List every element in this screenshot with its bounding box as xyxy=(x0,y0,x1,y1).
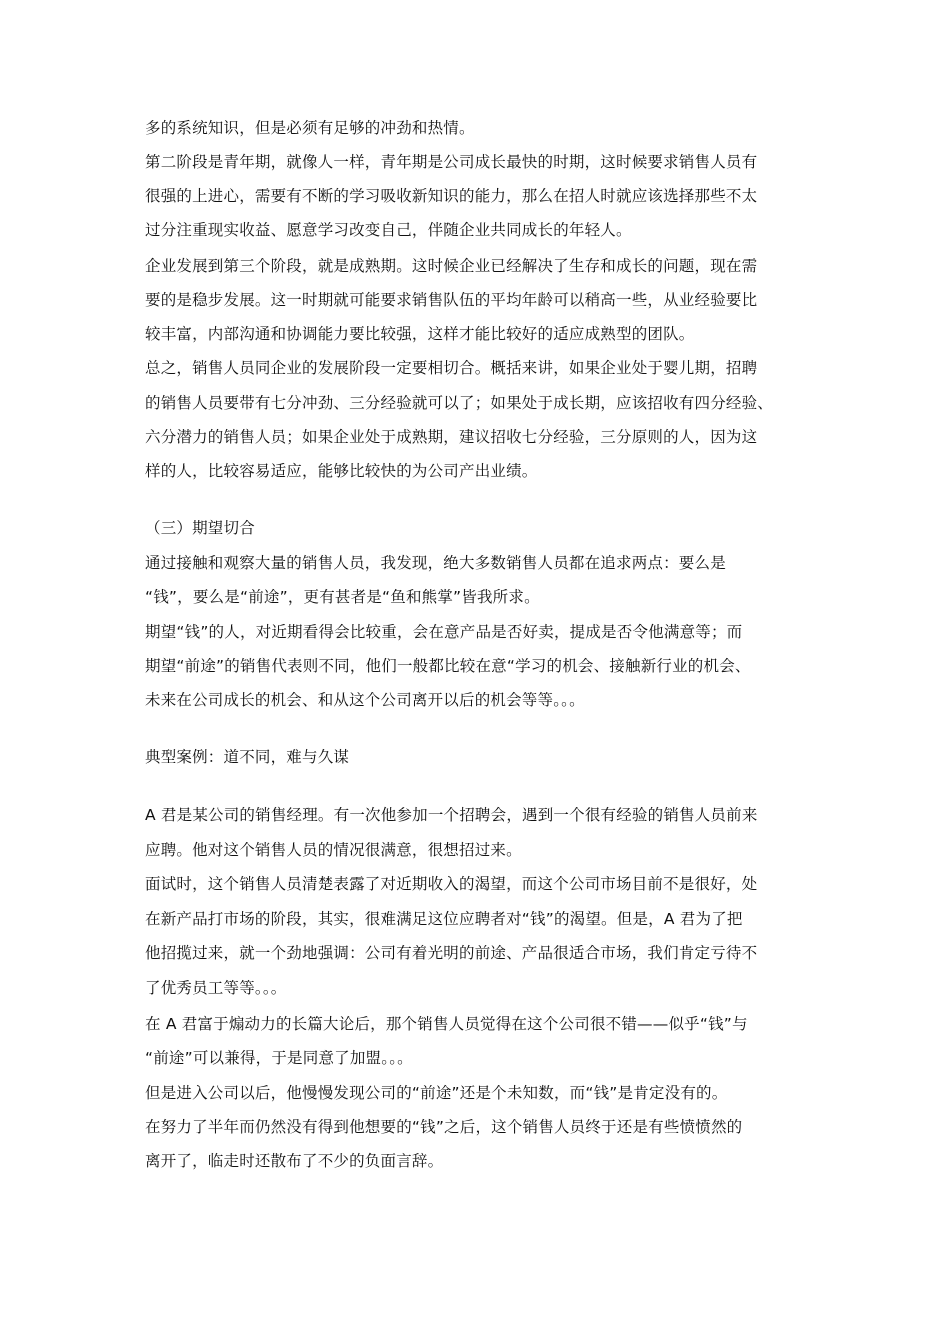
text-line: 样的人，比较容易适应，能够比较快的为公司产出业绩。 xyxy=(145,462,538,480)
text-line: 但是进入公司以后，他慢慢发现公司的“前途”还是个未知数，而“钱”是肯定没有的。 xyxy=(145,1084,728,1102)
text-line: 期望“前途”的销售代表则不同，他们一般都比较在意“学习的机会、接触新行业的机会、 xyxy=(145,657,751,675)
text-line: A 君是某公司的销售经理。有一次他参加一个招聘会，遇到一个很有经验的销售人员前来 xyxy=(145,806,758,824)
text-line: 要的是稳步发展。这一时期就可能要求销售队伍的平均年龄可以稍高一些，从业经验要比 xyxy=(145,291,758,309)
text-line: 的销售人员要带有七分冲劲、三分经验就可以了；如果处于成长期，应该招收有四分经验、 xyxy=(145,394,774,412)
text-line: 他招揽过来，就一个劲地强调：公司有着光明的前途、产品很适合市场，我们肯定亏待不 xyxy=(145,944,758,962)
text-line: 在新产品打市场的阶段，其实，很难满足这位应聘者对“钱”的渴望。但是，A 君为了把 xyxy=(145,910,743,928)
text-line: 多的系统知识，但是必须有足够的冲劲和热情。 xyxy=(145,119,475,137)
text-line: 离开了，临走时还散布了不少的负面言辞。 xyxy=(145,1152,444,1170)
text-line: 很强的上进心，需要有不断的学习吸收新知识的能力，那么在招人时就应该选择那些不太 xyxy=(145,187,758,205)
text-line: 面试时，这个销售人员清楚表露了对近期收入的渴望，而这个公司市场目前不是很好，处 xyxy=(145,875,758,893)
text-line: 第二阶段是青年期，就像人一样，青年期是公司成长最快的时期，这时候要求销售人员有 xyxy=(145,153,758,171)
text-line: 六分潜力的销售人员；如果企业处于成熟期，建议招收七分经验，三分原则的人，因为这 xyxy=(145,428,758,446)
text-line: 企业发展到第三个阶段，就是成熟期。这时候企业已经解决了生存和成长的问题，现在需 xyxy=(145,257,758,275)
text-line: 了优秀员工等等。。。 xyxy=(145,979,287,997)
case-heading: 典型案例：道不同，难与久谋 xyxy=(145,748,350,766)
section-heading: （三）期望切合 xyxy=(145,519,255,537)
text-line: “前途”可以兼得，于是同意了加盟。。。 xyxy=(145,1049,413,1067)
text-line: 应聘。他对这个销售人员的情况很满意，很想招过来。 xyxy=(145,841,522,859)
text-line: 总之，销售人员同企业的发展阶段一定要相切合。概括来讲，如果企业处于婴儿期，招聘 xyxy=(145,359,758,377)
text-line: 期望“钱”的人，对近期看得会比较重，会在意产品是否好卖，提成是否令他满意等；而 xyxy=(145,623,743,641)
text-line: 通过接触和观察大量的销售人员，我发现，绝大多数销售人员都在追求两点：要么是 xyxy=(145,554,726,572)
text-line: 在 A 君富于煽动力的长篇大论后，那个销售人员觉得在这个公司很不错——似乎“钱”与 xyxy=(145,1015,748,1033)
text-line: 未来在公司成长的机会、和从这个公司离开以后的机会等等。。。 xyxy=(145,691,585,709)
text-line: 较丰富，内部沟通和协调能力要比较强，这样才能比较好的适应成熟型的团队。 xyxy=(145,325,695,343)
text-line: “钱”，要么是“前途”，更有甚者是“鱼和熊掌”皆我所求。 xyxy=(145,588,540,606)
text-line: 在努力了半年而仍然没有得到他想要的“钱”之后，这个销售人员终于还是有些愤愤然的 xyxy=(145,1118,743,1136)
text-line: 过分注重现实收益、愿意学习改变自己，伴随企业共同成长的年轻人。 xyxy=(145,221,632,239)
